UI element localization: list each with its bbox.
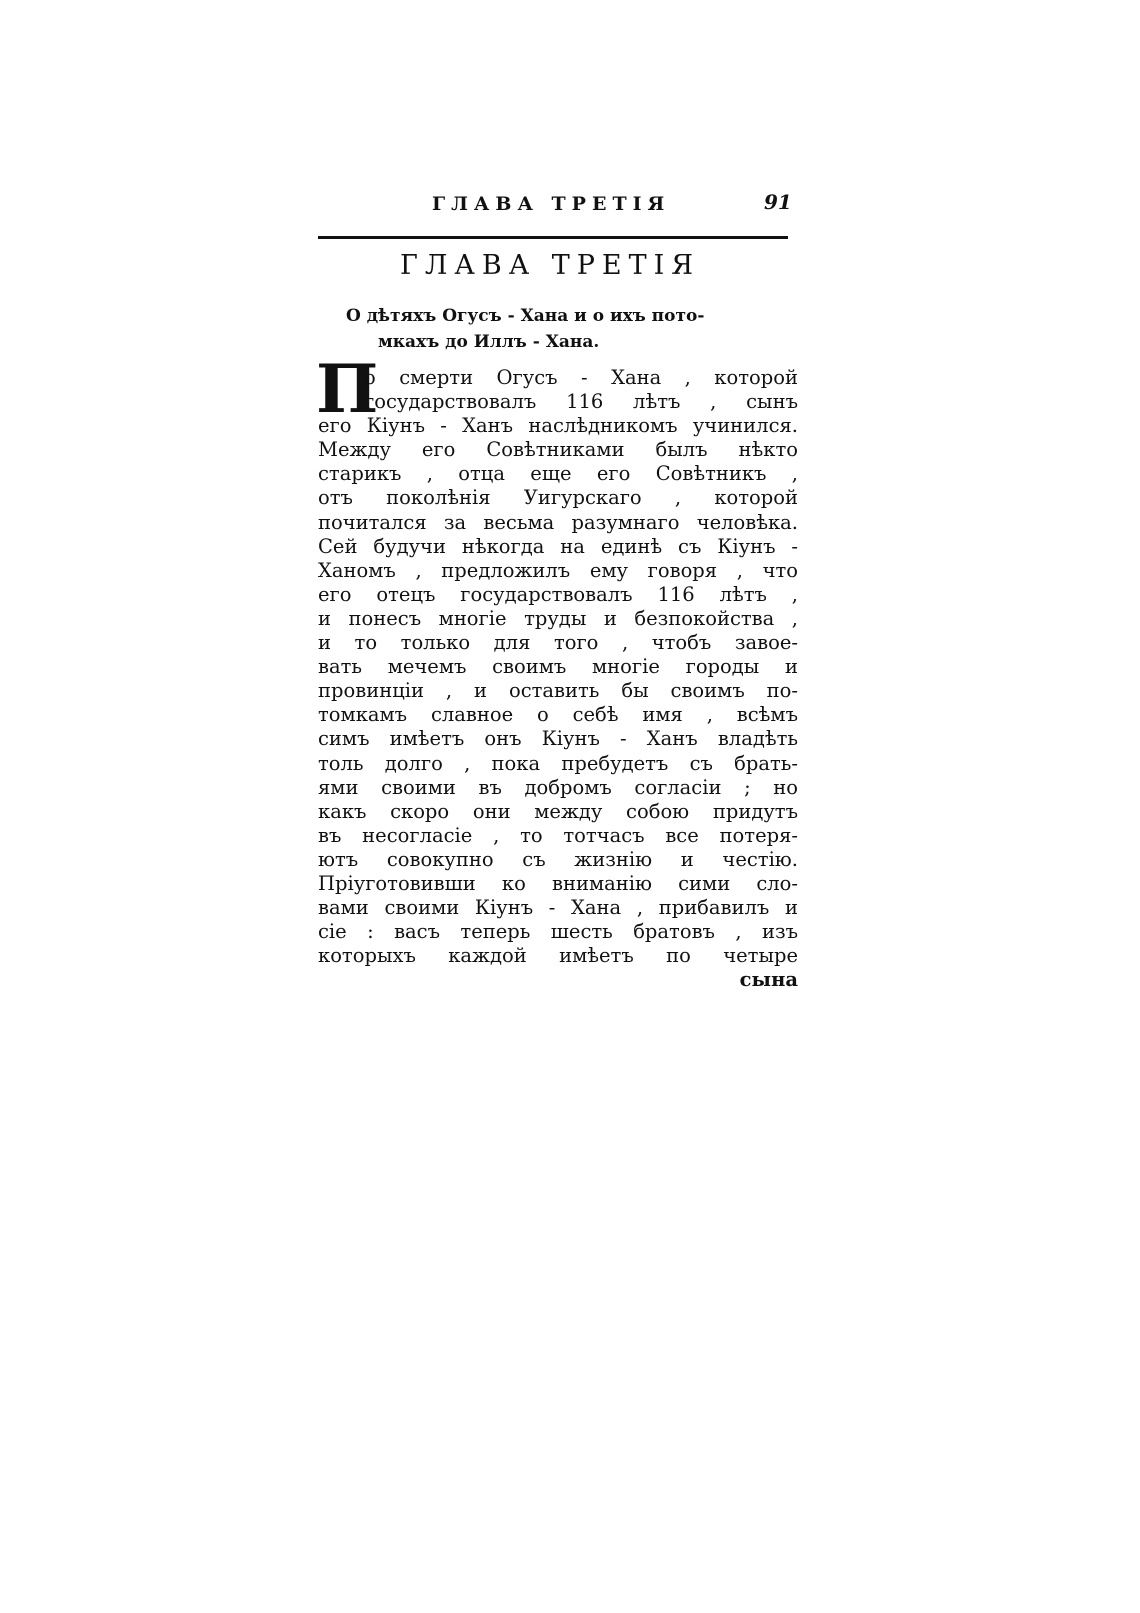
text-line: его отецъ государствовалъ 116 лѣтъ , bbox=[318, 582, 798, 606]
text-line: его Кiунъ - Ханъ наслѣдникомъ учинился. bbox=[318, 414, 798, 438]
text-line: симъ имѣетъ онъ Кiунъ - Ханъ владѣть bbox=[318, 727, 798, 751]
text-line: Ханомъ , предложилъ ему говоря , что bbox=[318, 558, 798, 582]
body-text bbox=[318, 366, 798, 992]
text-line: старикъ , отца еще его Совѣтникъ , bbox=[318, 462, 798, 486]
text-line: провинцiи , и оставить бы своимъ по- bbox=[318, 679, 798, 703]
header-rule bbox=[318, 236, 788, 239]
text-line: Сей будучи нѣкогда на единѣ съ Кiунъ - bbox=[318, 534, 798, 558]
chapter-subtitle-line: мкахъ до Иллъ - Хана. bbox=[378, 332, 600, 352]
text-line: Прiуготовивши ко вниманiю сими сло- bbox=[318, 871, 798, 895]
text-line: и то только для того , чтобъ завое- bbox=[318, 631, 798, 655]
text-line: сiе : васъ теперь шесть братовъ , изъ bbox=[318, 920, 798, 944]
chapter-subtitle bbox=[346, 303, 791, 355]
chapter-title: ГЛАВА ТРЕТIЯ bbox=[400, 250, 701, 281]
drop-cap: П bbox=[316, 350, 379, 428]
text-line: которыхъ каждой имѣетъ по четыре bbox=[318, 944, 798, 968]
text-line: почитался за весьма разумнаго человѣка. bbox=[318, 510, 798, 534]
text-line: какъ скоро они между собою придутъ bbox=[318, 799, 798, 823]
text-line: томкамъ славное о себѣ имя , всѣмъ bbox=[318, 703, 798, 727]
text-line: толь долго , пока пребудетъ съ брать- bbox=[318, 751, 798, 775]
text-line: ютъ совокупно съ жизнiю и честiю. bbox=[318, 847, 798, 871]
text-line: Между его Совѣтниками былъ нѣкто bbox=[318, 438, 798, 462]
text-line: отъ поколѣнiя Уигурскаго , которой bbox=[318, 486, 798, 510]
text-line: въ несогласiе , то тотчасъ все потеря- bbox=[318, 823, 798, 847]
text-line: и понесъ многiе труды и безпокойства , bbox=[318, 606, 798, 630]
text-line: о смерти Огусъ - Хана , которой bbox=[364, 366, 798, 389]
page-number: 91 bbox=[764, 190, 792, 214]
text-line: государствовалъ 116 лѣтъ , сынъ bbox=[364, 390, 798, 414]
running-head: ГЛАВА ТРЕТIЯ bbox=[432, 193, 671, 215]
text-line: вать мечемъ своимъ многiе городы и bbox=[318, 655, 798, 679]
catchword: сына bbox=[739, 968, 798, 992]
text-line: ями своими въ добромъ согласiи ; но bbox=[318, 775, 798, 799]
chapter-subtitle-line: О дѣтяхъ Огусъ - Хана и о ихъ пото- bbox=[346, 306, 705, 326]
text-line: вами своими Кiунъ - Хана , прибавилъ и bbox=[318, 896, 798, 920]
